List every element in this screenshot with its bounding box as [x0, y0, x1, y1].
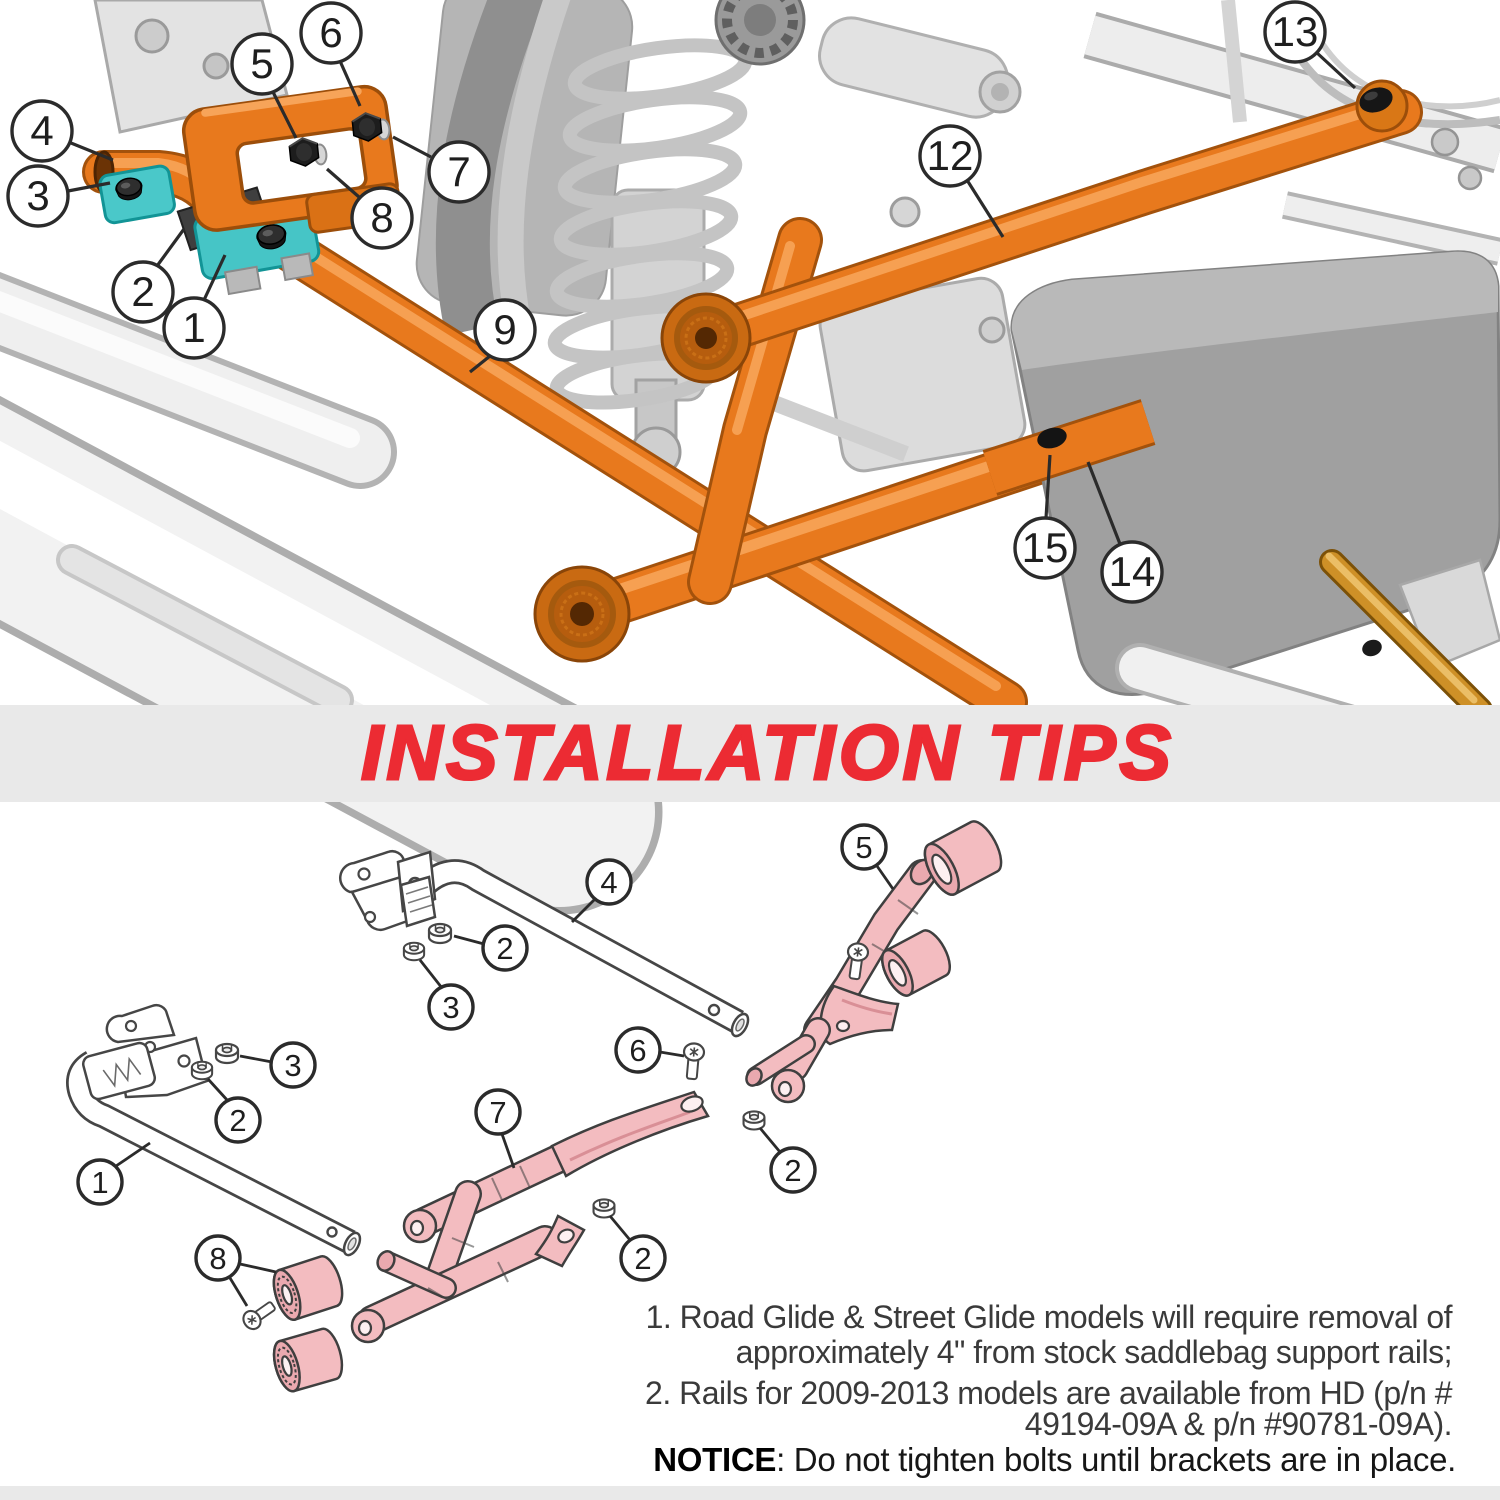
- svg-text:15: 15: [1021, 524, 1069, 571]
- button-screw: [682, 1043, 705, 1080]
- flange-nut: [404, 943, 424, 960]
- svg-text:3: 3: [26, 172, 50, 219]
- tip-2-line-1: 2. Rails for 2009-2013 models are available from HD (p/n #: [645, 1375, 1452, 1411]
- callout-7: [393, 137, 489, 202]
- bar-end-cap-lower: [535, 567, 629, 661]
- rail-1-bracket: [81, 1005, 207, 1101]
- svg-text:8: 8: [209, 1241, 227, 1276]
- tip-1-line-2: approximately 4" from stock saddlebag support rails;: [735, 1334, 1452, 1370]
- callout-6: [616, 1028, 684, 1072]
- callout-7: [476, 1090, 520, 1168]
- svg-text:2: 2: [496, 931, 514, 966]
- svg-text:2: 2: [131, 268, 155, 315]
- svg-text:8: 8: [370, 194, 394, 241]
- svg-text:2: 2: [784, 1153, 802, 1188]
- svg-text:13: 13: [1271, 8, 1319, 55]
- bar-end-cap-upper: [662, 294, 750, 382]
- svg-text:2: 2: [229, 1103, 247, 1138]
- svg-text:3: 3: [284, 1048, 302, 1083]
- gold-rail-nut: [1360, 637, 1384, 659]
- flange-nut: [192, 1062, 212, 1079]
- tip-2-line-2: 49194-09A & p/n #90781-09A).: [1024, 1406, 1452, 1442]
- slider-pucks-part-8: [240, 1253, 347, 1394]
- callout-3: [420, 960, 473, 1029]
- callout-3: [240, 1043, 315, 1087]
- notice-text: : Do not tighten bolts until brackets are in place.: [776, 1441, 1456, 1478]
- svg-text:9: 9: [493, 306, 517, 353]
- callout-5: [842, 825, 893, 889]
- bottom-gray-strip: [0, 1486, 1500, 1500]
- flange-nut: [429, 924, 451, 943]
- svg-text:5: 5: [250, 40, 274, 87]
- callout-1: [78, 1143, 150, 1204]
- svg-text:4: 4: [30, 107, 54, 154]
- svg-text:6: 6: [319, 9, 343, 56]
- flange-nut: [744, 1111, 765, 1129]
- svg-text:14: 14: [1108, 548, 1156, 595]
- flange-nut: [594, 1199, 615, 1217]
- tips-text-block: [645, 1299, 1456, 1478]
- svg-text:2: 2: [634, 1241, 652, 1276]
- flange-nut: [216, 1044, 238, 1063]
- banner-title: INSTALLATION TIPS: [361, 710, 1175, 796]
- bushing-upper: [918, 816, 1008, 899]
- svg-text:4: 4: [600, 865, 618, 900]
- svg-text:1: 1: [91, 1165, 109, 1200]
- svg-text:3: 3: [442, 990, 460, 1025]
- callout-2: [760, 1128, 815, 1192]
- installation-tips-banner: [0, 705, 1500, 802]
- svg-text:12: 12: [926, 132, 974, 179]
- notice-line: [653, 1441, 1456, 1478]
- notice-label: NOTICE: [653, 1441, 777, 1478]
- callout-8: [196, 1236, 276, 1306]
- svg-text:7: 7: [489, 1095, 507, 1130]
- puck-upper: [269, 1253, 348, 1323]
- svg-text:6: 6: [629, 1033, 647, 1068]
- rail-4-bracket: [340, 851, 435, 930]
- callout-2: [610, 1216, 665, 1280]
- svg-text:5: 5: [855, 830, 873, 865]
- tip-1-line-1: 1. Road Glide & Street Glide models will require removal of: [645, 1299, 1452, 1335]
- callout-2: [208, 1079, 260, 1142]
- puck-lower: [269, 1326, 347, 1394]
- linkage-arm: [813, 12, 1014, 124]
- clamp-bolt-front: [289, 136, 328, 168]
- svg-text:1: 1: [182, 304, 206, 351]
- callout-2: [454, 926, 527, 970]
- svg-text:7: 7: [447, 148, 471, 195]
